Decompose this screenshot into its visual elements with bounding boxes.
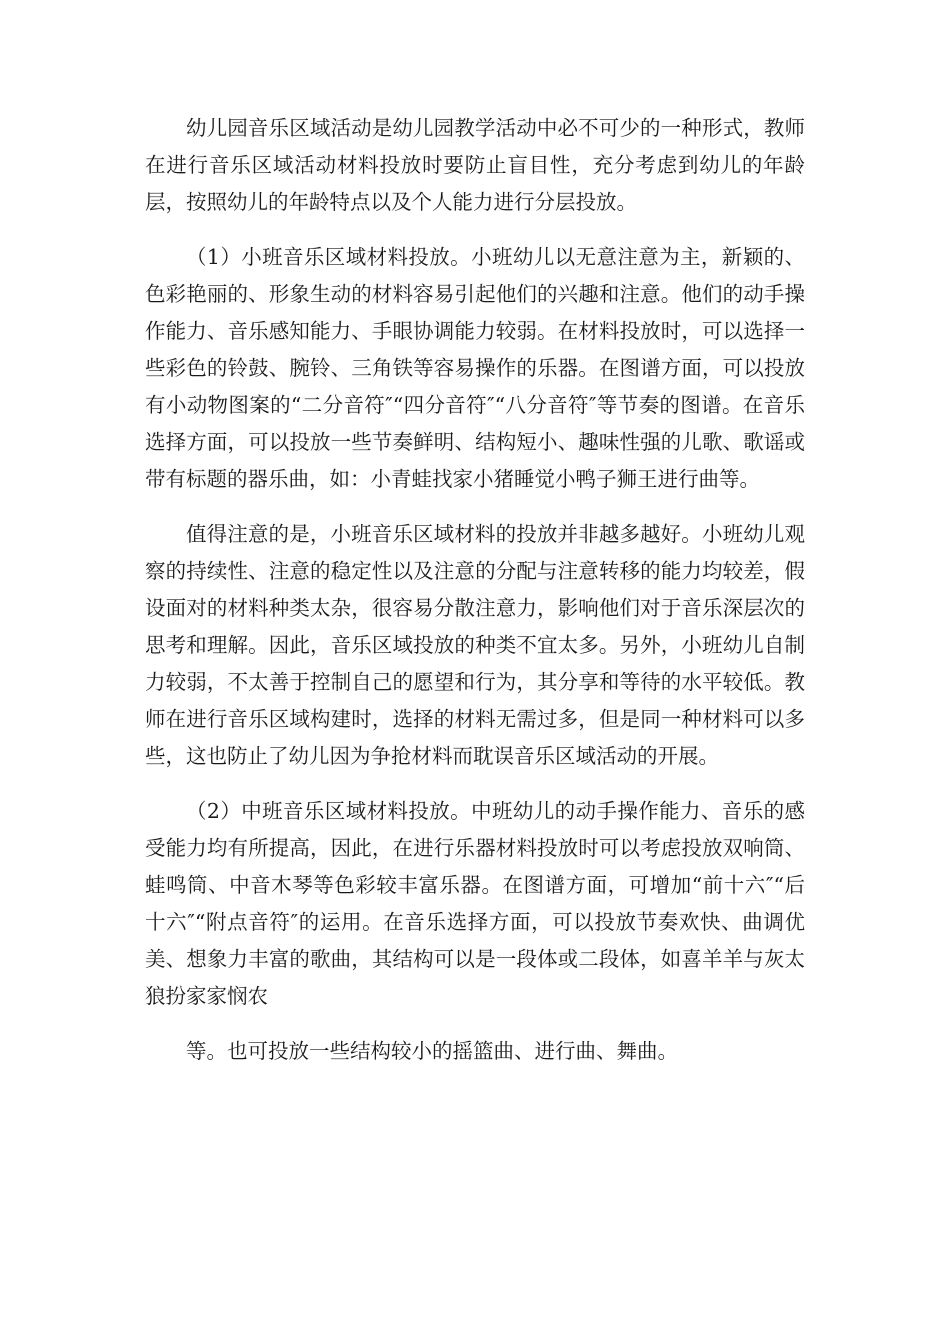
paragraph-intro: 幼儿园音乐区域活动是幼儿园教学活动中必不可少的一种形式，教师在进行音乐区域活动材料投放时要防止盲目性，充分考虑到幼儿的年龄层，按照幼儿的年龄特点以及个人能力进行分层投放。 — [145, 116, 805, 214]
paragraph-middle-class-continued: 等。也可投放一些结构较小的摇篮曲、进行曲、舞曲。 — [186, 1039, 678, 1063]
paragraph-small-class: （1）小班音乐区域材料投放。小班幼儿以无意注意为主，新颖的、色彩艳丽的、形象生动的材料容易引起他们的兴趣和注意。他们的动手操作能力、音乐感知能力、手眼协调能力较弱。在材料投放时，可以选择一些彩色的铃鼓、腕铃、三角铁等容易操作的乐器。在图谱方面，可以投放有小动物图案的“二分音符″“四分音符″“八分音符″等节奏的图谱。在音乐选择方面，可以投放一些节奏鲜明、结构短小、趣味性强的儿歌、歌谣或带有标题的器乐曲，如：小青蛙找家小猪睡觉小鸭子狮王进行曲等。 — [145, 245, 805, 491]
document-body — [145, 110, 805, 1088]
paragraph-middle-class: （2）中班音乐区域材料投放。中班幼儿的动手操作能力、音乐的感受能力均有所提高，因此，在进行乐器材料投放时可以考虑投放双响筒、蛙鸣筒、中音木琴等色彩较丰富乐器。在图谱方面，可增加“前十六″“后十六″“附点音符″的运用。在音乐选择方面，可以投放节奏欢快、曲调优美、想象力丰富的歌曲，其结构可以是一段体或二段体，如喜羊羊与灰太狼扮家家悯农 — [145, 799, 805, 1008]
paragraph-small-class-note: 值得注意的是，小班音乐区域材料的投放并非越多越好。小班幼儿观察的持续性、注意的稳定性以及注意的分配与注意转移的能力均较差，假设面对的材料种类太杂，很容易分散注意力，影响他们对于音乐深层次的思考和理解。因此，音乐区域投放的种类不宜太多。另外，小班幼儿自制力较弱，不太善于控制自己的愿望和行为，其分享和等待的水平较低。教师在进行音乐区域构建时，选择的材料无需过多，但是同一种材料可以多些，这也防止了幼儿因为争抢材料而耽误音乐区域活动的开展。 — [145, 522, 805, 768]
